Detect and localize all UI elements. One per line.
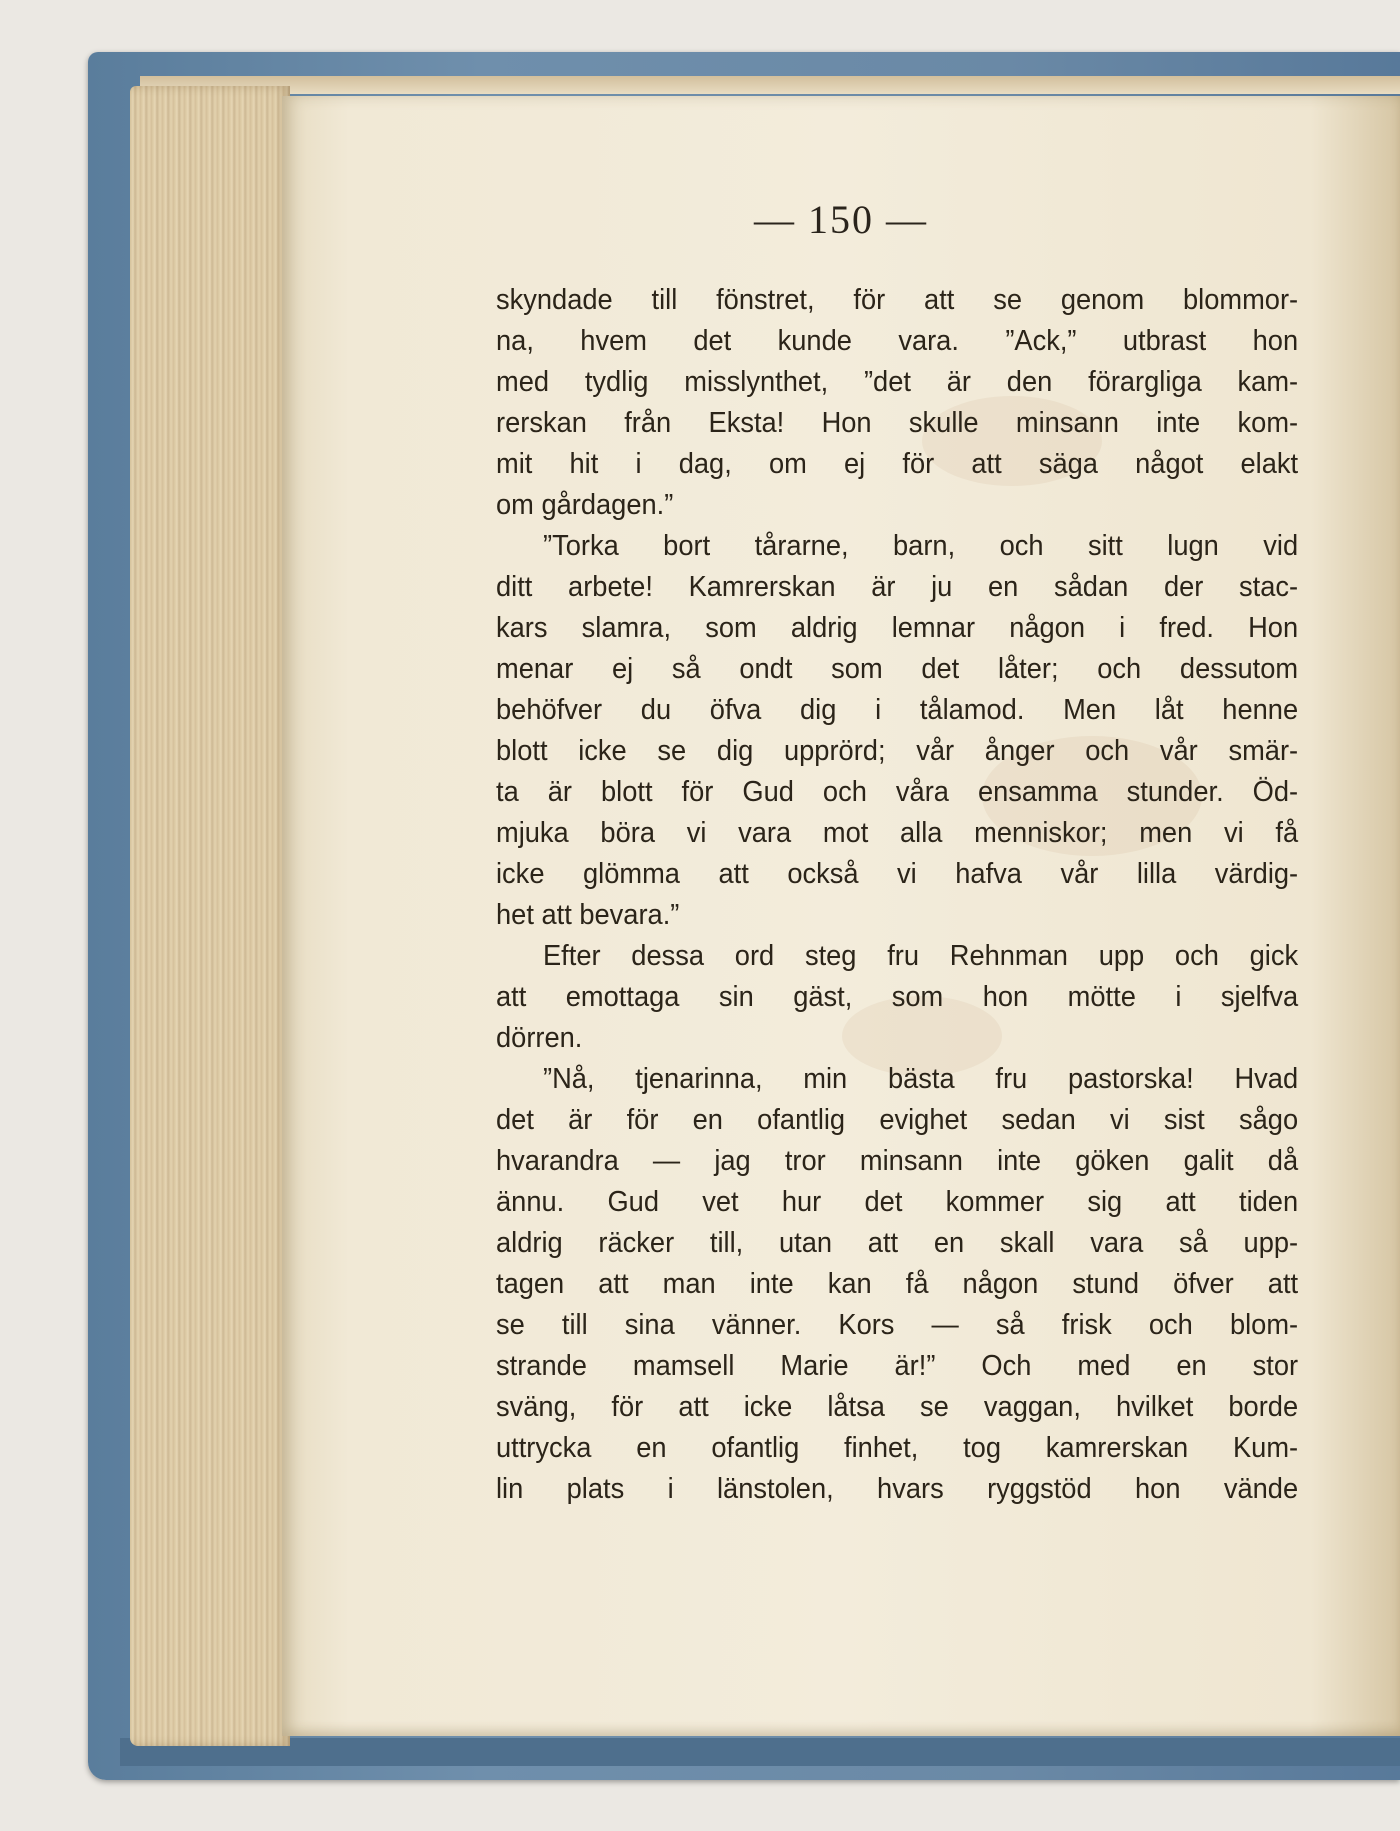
page-top-edge bbox=[140, 76, 1400, 94]
text-line: ditt arbete! Kamrerskan är ju en sådan der stac- bbox=[496, 571, 1299, 603]
page-number: — 150 — bbox=[754, 197, 928, 242]
text-line: ta är blott för Gud och våra ensamma stunder. Öd- bbox=[496, 776, 1299, 808]
text-line: skyndade till fönstret, för att se genom blommor- bbox=[496, 284, 1299, 316]
text-line: blott icke se dig upprörd; vår ånger och vår smär- bbox=[496, 735, 1299, 767]
text-line: ”Torka bort tårarne, barn, och sitt lugn vid bbox=[543, 530, 1299, 562]
text-line: ännu. Gud vet hur det kommer sig att tiden bbox=[496, 1186, 1299, 1218]
text-line: mjuka böra vi vara mot alla menniskor; men vi få bbox=[496, 817, 1299, 849]
text-line: mit hit i dag, om ej för att säga något elakt bbox=[496, 448, 1299, 480]
text-line: det är för en ofantlig evighet sedan vi sist sågo bbox=[496, 1104, 1299, 1136]
text-line: na, hvem det kunde vara. ”Ack,” utbrast hon bbox=[496, 325, 1299, 357]
page-stack bbox=[130, 86, 290, 1746]
body-text bbox=[496, 280, 1298, 1510]
text-line: se till sina vänner. Kors — så frisk och blom- bbox=[496, 1309, 1299, 1341]
text-line: menar ej så ondt som det låter; och dessutom bbox=[496, 653, 1299, 685]
text-line: om gårdagen.” bbox=[496, 489, 674, 521]
text-line: sväng, för att icke låtsa se vaggan, hvilket borde bbox=[496, 1391, 1299, 1423]
cover-edge bbox=[120, 1738, 1400, 1766]
text-line: att emottaga sin gäst, som hon mötte i sjelfva bbox=[496, 981, 1299, 1013]
text-line: rerskan från Eksta! Hon skulle minsann inte kom- bbox=[496, 407, 1299, 439]
text-line: ”Nå, tjenarinna, min bästa fru pastorska! Hvad bbox=[543, 1063, 1299, 1095]
text-line: icke glömma att också vi hafva vår lilla värdig- bbox=[496, 858, 1299, 890]
text-line: dörren. bbox=[496, 1022, 583, 1054]
text-line: Efter dessa ord steg fru Rehnman upp och gick bbox=[543, 940, 1299, 972]
text-line: kars slamra, som aldrig lemnar någon i fred. Hon bbox=[496, 612, 1299, 644]
text-line: tagen att man inte kan få någon stund öfver att bbox=[496, 1268, 1299, 1300]
text-line: aldrig räcker till, utan att en skall vara så upp- bbox=[496, 1227, 1299, 1259]
text-line: hvarandra — jag tror minsann inte göken galit då bbox=[496, 1145, 1299, 1177]
text-line: behöfver du öfva dig i tålamod. Men låt henne bbox=[496, 694, 1299, 726]
text-line: het att bevara.” bbox=[496, 899, 680, 931]
text-line: lin plats i länstolen, hvars ryggstöd hon vände bbox=[496, 1473, 1299, 1505]
text-line: uttrycka en ofantlig finhet, tog kamrerskan Kum- bbox=[496, 1432, 1299, 1464]
text-line: strande mamsell Marie är!” Och med en stor bbox=[496, 1350, 1299, 1382]
text-line: med tydlig misslynthet, ”det är den förargliga kam- bbox=[496, 366, 1299, 398]
